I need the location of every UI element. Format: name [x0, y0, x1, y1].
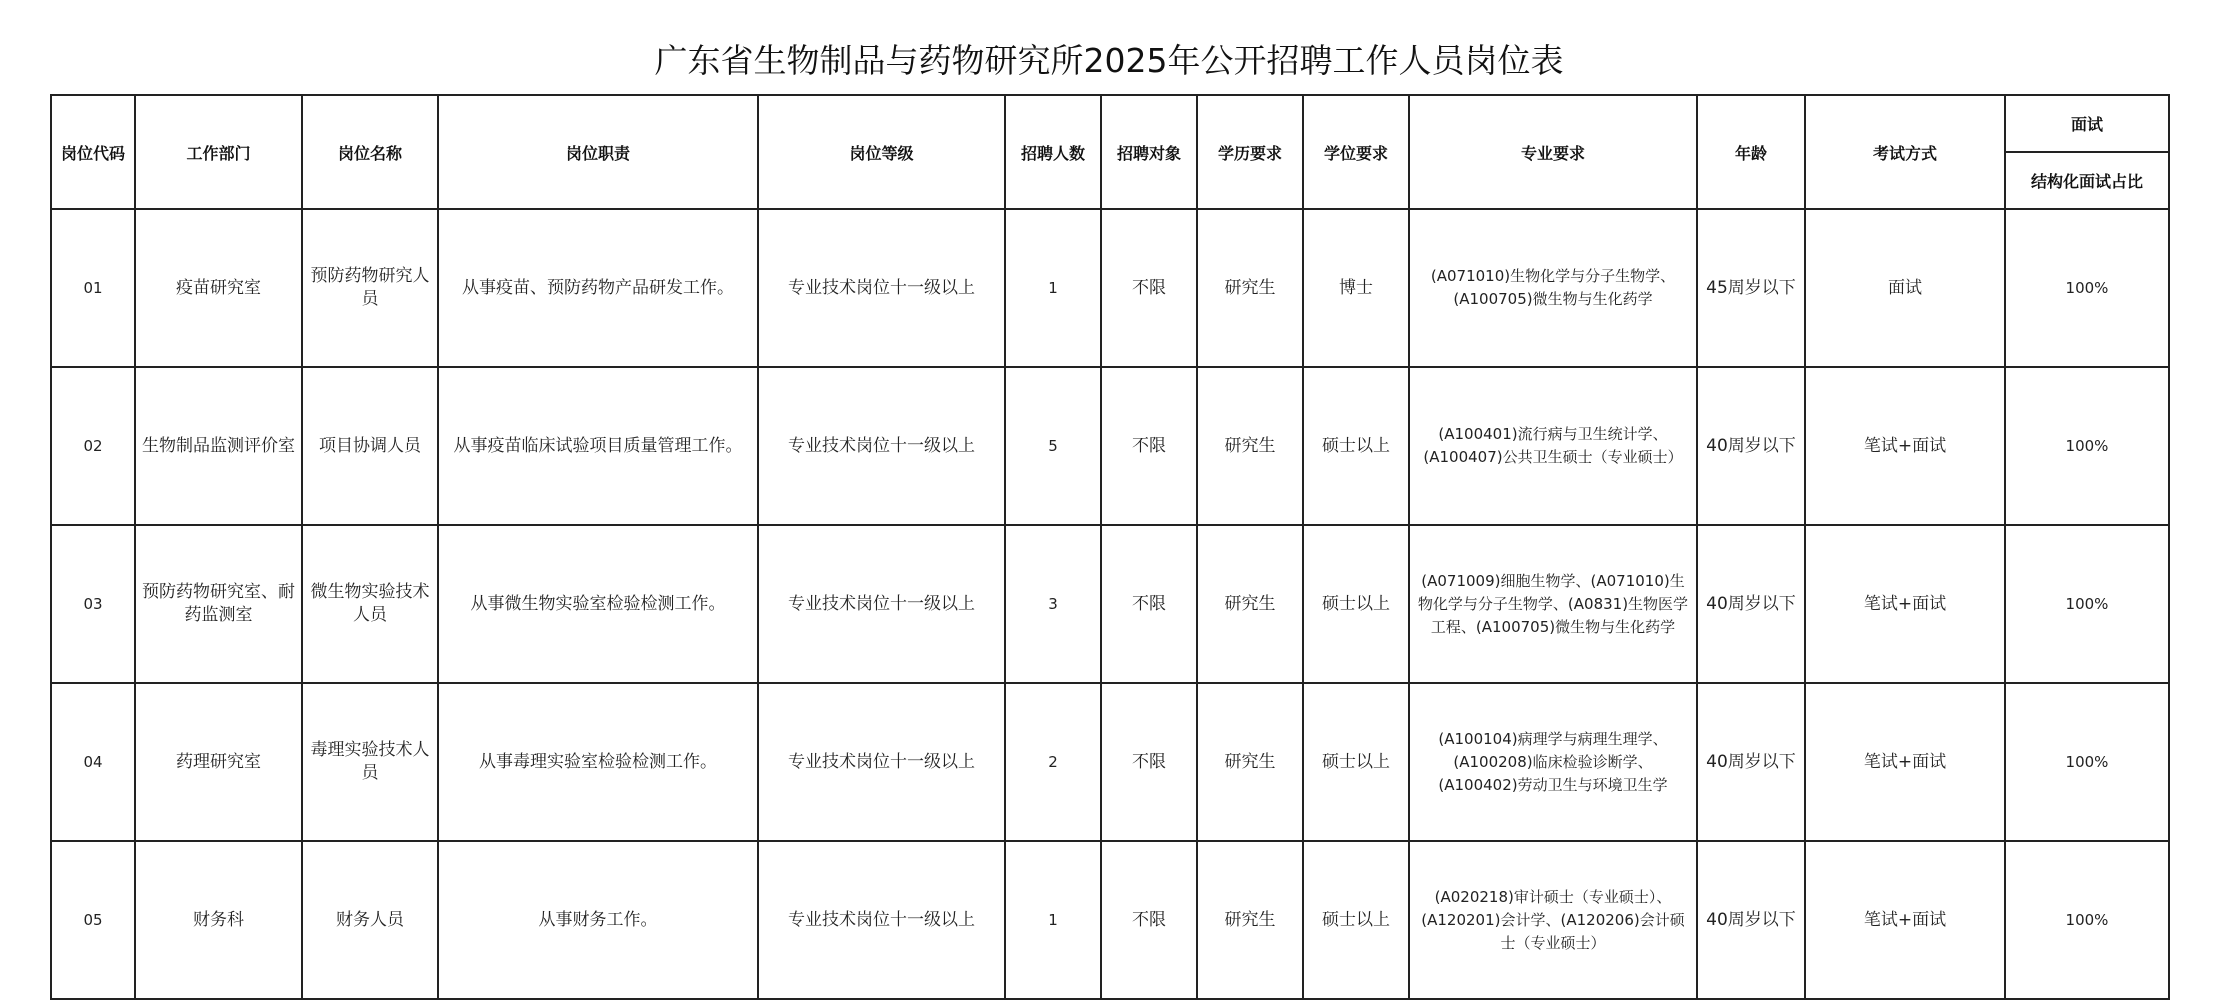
cell-edu: 研究生 — [1197, 367, 1303, 525]
header-row — [51, 95, 2169, 152]
cell-degree: 硕士以上 — [1303, 683, 1409, 841]
cell-dept: 疫苗研究室 — [135, 209, 302, 367]
cell-code: 01 — [51, 209, 135, 367]
cell-exam: 笔试+面试 — [1805, 525, 2005, 683]
header-interview-ratio: 结构化面试占比 — [2005, 152, 2169, 209]
header-age: 年龄 — [1697, 95, 1805, 209]
cell-target: 不限 — [1101, 683, 1197, 841]
cell-target: 不限 — [1101, 841, 1197, 999]
cell-duty: 从事财务工作。 — [438, 841, 758, 999]
cell-exam: 笔试+面试 — [1805, 367, 2005, 525]
table-row — [51, 683, 2169, 841]
cell-count: 5 — [1005, 367, 1101, 525]
header-dept: 工作部门 — [135, 95, 302, 209]
cell-target: 不限 — [1101, 209, 1197, 367]
cell-degree: 硕士以上 — [1303, 841, 1409, 999]
cell-age: 40周岁以下 — [1697, 841, 1805, 999]
header-name: 岗位名称 — [302, 95, 438, 209]
cell-count: 2 — [1005, 683, 1101, 841]
cell-count: 3 — [1005, 525, 1101, 683]
cell-major: (A020218)审计硕士（专业硕士）、(A120201)会计学、(A120206)会计硕士（专业硕士） — [1409, 841, 1697, 999]
table-row — [51, 209, 2169, 367]
header-count: 招聘人数 — [1005, 95, 1101, 209]
cell-level: 专业技术岗位十一级以上 — [758, 841, 1005, 999]
cell-code: 03 — [51, 525, 135, 683]
cell-degree: 博士 — [1303, 209, 1409, 367]
cell-edu: 研究生 — [1197, 209, 1303, 367]
cell-age: 40周岁以下 — [1697, 683, 1805, 841]
cell-edu: 研究生 — [1197, 683, 1303, 841]
cell-count: 1 — [1005, 209, 1101, 367]
cell-age: 45周岁以下 — [1697, 209, 1805, 367]
cell-level: 专业技术岗位十一级以上 — [758, 525, 1005, 683]
cell-ratio: 100% — [2005, 841, 2169, 999]
header-major: 专业要求 — [1409, 95, 1697, 209]
header-exam: 考试方式 — [1805, 95, 2005, 209]
header-target: 招聘对象 — [1101, 95, 1197, 209]
cell-major: (A071009)细胞生物学、(A071010)生物化学与分子生物学、(A0831)生物医学工程、(A100705)微生物与生化药学 — [1409, 525, 1697, 683]
cell-duty: 从事毒理实验室检验检测工作。 — [438, 683, 758, 841]
cell-dept: 药理研究室 — [135, 683, 302, 841]
cell-degree: 硕士以上 — [1303, 525, 1409, 683]
cell-target: 不限 — [1101, 367, 1197, 525]
table-row — [51, 841, 2169, 999]
cell-level: 专业技术岗位十一级以上 — [758, 367, 1005, 525]
cell-name: 预防药物研究人员 — [302, 209, 438, 367]
cell-dept: 预防药物研究室、耐药监测室 — [135, 525, 302, 683]
cell-ratio: 100% — [2005, 367, 2169, 525]
cell-name: 微生物实验技术人员 — [302, 525, 438, 683]
cell-name: 毒理实验技术人员 — [302, 683, 438, 841]
cell-target: 不限 — [1101, 525, 1197, 683]
cell-code: 02 — [51, 367, 135, 525]
table-row — [51, 525, 2169, 683]
cell-age: 40周岁以下 — [1697, 525, 1805, 683]
header-duty: 岗位职责 — [438, 95, 758, 209]
cell-code: 05 — [51, 841, 135, 999]
cell-level: 专业技术岗位十一级以上 — [758, 209, 1005, 367]
header-interview: 面试 — [2005, 95, 2169, 152]
cell-exam: 面试 — [1805, 209, 2005, 367]
cell-exam: 笔试+面试 — [1805, 683, 2005, 841]
header-edu: 学历要求 — [1197, 95, 1303, 209]
cell-dept: 生物制品监测评价室 — [135, 367, 302, 525]
cell-degree: 硕士以上 — [1303, 367, 1409, 525]
cell-dept: 财务科 — [135, 841, 302, 999]
cell-duty: 从事疫苗、预防药物产品研发工作。 — [438, 209, 758, 367]
page-title: 广东省生物制品与药物研究所2025年公开招聘工作人员岗位表 — [654, 41, 1564, 80]
cell-edu: 研究生 — [1197, 525, 1303, 683]
cell-exam: 笔试+面试 — [1805, 841, 2005, 999]
cell-ratio: 100% — [2005, 525, 2169, 683]
cell-level: 专业技术岗位十一级以上 — [758, 683, 1005, 841]
cell-duty: 从事疫苗临床试验项目质量管理工作。 — [438, 367, 758, 525]
cell-count: 1 — [1005, 841, 1101, 999]
cell-edu: 研究生 — [1197, 841, 1303, 999]
cell-code: 04 — [51, 683, 135, 841]
cell-duty: 从事微生物实验室检验检测工作。 — [438, 525, 758, 683]
table-row — [51, 367, 2169, 525]
cell-major: (A071010)生物化学与分子生物学、(A100705)微生物与生化药学 — [1409, 209, 1697, 367]
header-code: 岗位代码 — [51, 95, 135, 209]
header-degree: 学位要求 — [1303, 95, 1409, 209]
cell-major: (A100104)病理学与病理生理学、(A100208)临床检验诊断学、(A100402)劳动卫生与环境卫生学 — [1409, 683, 1697, 841]
cell-name: 财务人员 — [302, 841, 438, 999]
cell-major: (A100401)流行病与卫生统计学、(A100407)公共卫生硕士（专业硕士） — [1409, 367, 1697, 525]
header-level: 岗位等级 — [758, 95, 1005, 209]
job-table — [50, 94, 2170, 1000]
cell-ratio: 100% — [2005, 683, 2169, 841]
cell-age: 40周岁以下 — [1697, 367, 1805, 525]
cell-name: 项目协调人员 — [302, 367, 438, 525]
cell-ratio: 100% — [2005, 209, 2169, 367]
